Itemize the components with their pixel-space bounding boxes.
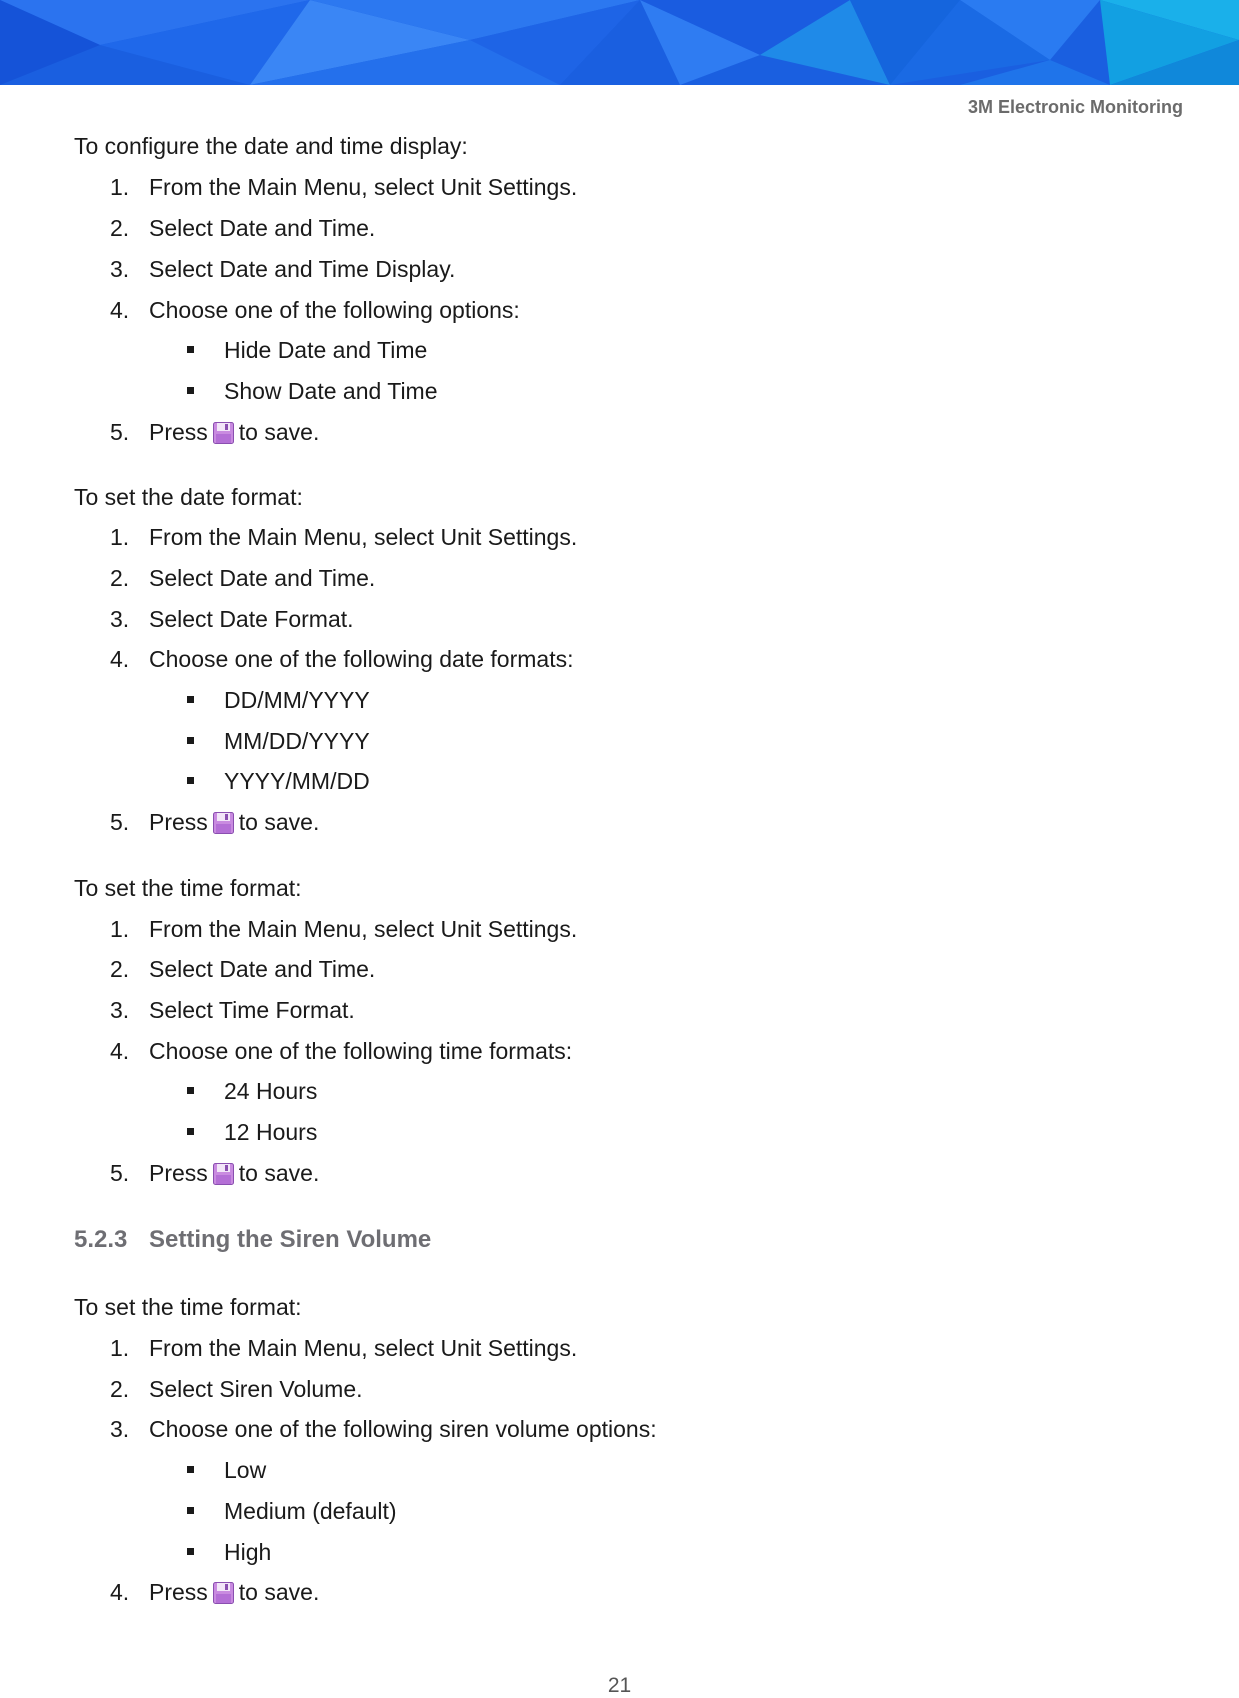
step: 2. Select Date and Time.	[110, 565, 376, 591]
option-item: 24 Hours	[187, 1078, 317, 1105]
step: 5. Press to save.	[110, 419, 320, 445]
section-intro: To configure the date and time display:	[74, 133, 468, 159]
floppy-disk-icon	[213, 1163, 234, 1185]
option-item: Low	[187, 1457, 266, 1484]
option-item: High	[187, 1539, 271, 1566]
option-item: Hide Date and Time	[187, 337, 427, 364]
option-item: Medium (default)	[187, 1498, 397, 1525]
section-intro: To set the time format:	[74, 875, 302, 901]
floppy-disk-icon	[213, 422, 234, 444]
step: 1. From the Main Menu, select Unit Settings.	[110, 1335, 578, 1361]
step: 5. Press to save.	[110, 809, 320, 835]
section-heading: 5.2.3 Setting the Siren Volume	[74, 1226, 432, 1253]
page-number: 21	[607, 1674, 632, 1697]
step: 1. From the Main Menu, select Unit Settings.	[110, 174, 578, 200]
step: 3. Select Date and Time Display.	[110, 256, 456, 282]
option-item: MM/DD/YYYY	[187, 728, 370, 755]
step: 2. Select Siren Volume.	[110, 1376, 363, 1402]
step: 3. Select Time Format.	[110, 997, 355, 1023]
floppy-disk-icon	[213, 812, 234, 834]
step: 4. Press to save.	[110, 1579, 320, 1605]
company-name: 3M Electronic Monitoring	[967, 97, 1183, 117]
step: 1. From the Main Menu, select Unit Settings.	[110, 524, 578, 550]
floppy-disk-icon	[213, 1582, 234, 1604]
step: 4. Choose one of the following date formats:	[110, 646, 574, 672]
step: 4. Choose one of the following options:	[110, 297, 520, 323]
header-banner	[0, 0, 1239, 85]
step: 2. Select Date and Time.	[110, 215, 376, 241]
step: 2. Select Date and Time.	[110, 956, 376, 982]
option-item: DD/MM/YYYY	[187, 687, 370, 714]
step: 4. Choose one of the following time formats:	[110, 1038, 573, 1064]
step: 3. Choose one of the following siren volume options:	[110, 1416, 657, 1442]
step: 5. Press to save.	[110, 1160, 320, 1186]
section-intro: To set the time format:	[74, 1294, 302, 1320]
step: 3. Select Date Format.	[110, 606, 354, 632]
section-intro: To set the date format:	[74, 484, 303, 510]
step: 1. From the Main Menu, select Unit Settings.	[110, 916, 578, 942]
option-item: Show Date and Time	[187, 378, 438, 405]
option-item: 12 Hours	[187, 1119, 317, 1146]
option-item: YYYY/MM/DD	[187, 768, 370, 795]
